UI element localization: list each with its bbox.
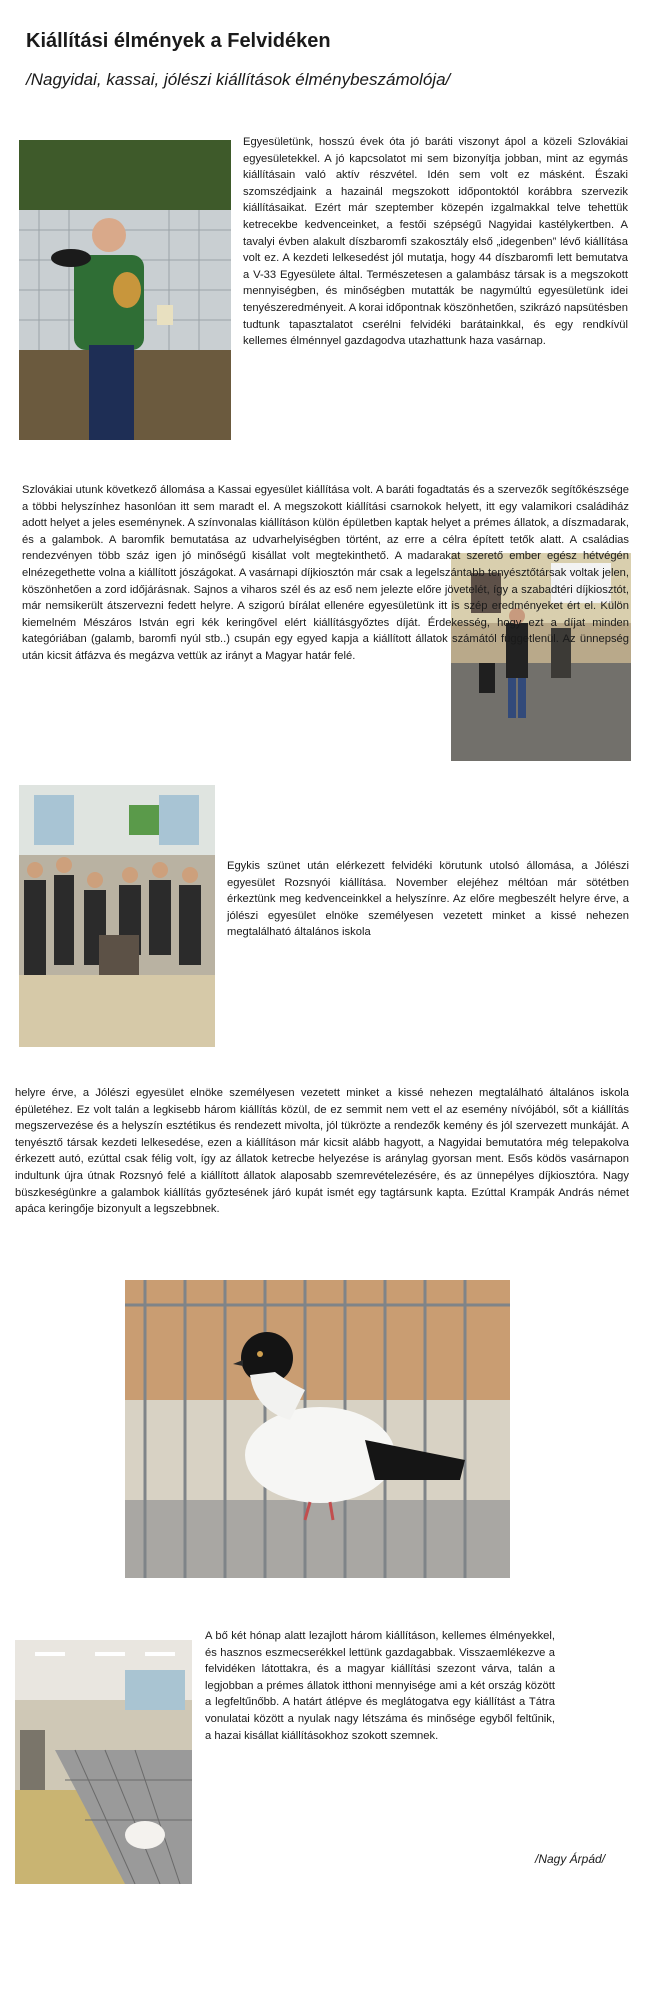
paragraph-kassa: Szlovákiai utunk következő állomása a Kassai egyesület kiállítása volt. A baráti fogadtatás és a szervezők segítőkészsége a többi helyszínhez hasonlóan itt sem maradt el. A megszokott kiállítási csarnokok helyett, itt egy valamikori családiház adott helyet a jeles eseménynek. A színvonalas kiállításon külön épületben kaptak helyet a prémes állatok, a díszmadarak, és a galambok. A baromfik bemutatása az udvarhelyiségben történt, az erre a célra épített tetők alatt. A családias rendezvényen több száz igen jó minőségű kisállat volt megtekinthető. A madarakat szerető ember egész hétvégén elnézegethette volna a kiállított jószágokat. A vasárnapi díjkiosztón már csak a legelszántabb tenyésztőtársak voltak jelen, köszönhetően a zord időjárásnak. Sajnos a viharos szél és az eső nem jelezte előre jövetelét, így a szabadtéri díjkiosztót, már nemsikerült átszervezni fedett helyre. A szigorú bírálat ellenére egyesületünk itt is szép eredményeket ért el. Külön kiemelném Mészáros István egri kék keringővel elért kiállításgyőztes díját. Érdekesség, hogy ezt a díjat minden kategóriában (galamb, baromfi nyúl stb..) csupán egy egyed kapja a kiállított állatok számától függetlenül. Az ünnepség után kicsit átfázva és megázva vettük az irányt a Magyar határ felé. — [22, 484, 629, 662]
photo-nun-pigeon — [125, 1280, 510, 1578]
article-subtitle: /Nagyidai, kassai, jólészi kiállítások élménybeszámolója/ — [26, 70, 451, 89]
photo-rabbit-show-hall — [15, 1640, 192, 1884]
paragraph-jolesz-intro: Egykis szünet után elérkezett felvidéki körutunk utolsó állomása, a Jólészi egyesület Rozsnyói kiállítása. November elejéhez méltóan már sötétben érkeztünk meg kedvenceinkkel a helyszínre. Az előre megbeszélt helyre érve, a jólészi egyesület elnöke személyesen vezetett minket a kissé nehezen megtalálható általános iskola — [227, 860, 629, 939]
paragraph-summary: A bő két hónap alatt lezajlott három kiállításon, kellemes élményekkel, és hasznos eszmecserékkel lettünk gazdagabbak. Visszaemlékezve a felvidéken látottakra, és a magyar kiállítási szezont várva, talán a legjobban a prémes állatok itthoni mennyisége ami a két ország között a legfeltűnőbb. A határt átlépve és meglátogatva egy kiállítást a Tátra vonulatai között a nyulak nagy létszáma és minősége egyből feltűnik, a hazai kisállat kiállításokhoz szokott szemnek. — [205, 1630, 555, 1742]
photo-breeder-with-pigeon — [19, 140, 231, 440]
paragraph-nagyida: Egyesületünk, hosszú évek óta jó baráti viszonyt ápol a közeli Szlovákiai egyesületekkel. A jó kapcsolatot mi sem bizonyítja jobban, mint az egymás kiállításain való aktív részvétel. Idén sem volt ez másként. Északi szomszédjaink a hazainál megszokott időpontoktól korábbra szervezik kiállításaikat. Ezért már szeptember közepén izgalmakkal telve tehettük ketrecekbe kedvenceinket, a festői szépségű Nagyidai kastélykertben. A tavalyi évben alakult díszbaromfi szakosztály első „idegenben” lévő kiállítása volt ez. A kezdeti lelkesedést jól mutatja, hogy 44 díszbaromfi lett bemutatva a V-33 Egyesülete által. Természetesen a galambász társak is a megszokott mennyiségben, és minőségben mutatták be nagymúltú egyesületünk idei tenyészeredményeit. A korai időpontnak köszönhetően, szikrázó napsütésben tudtunk tapasztalatot cserélni felvidéki barátainkkal, és egy rendkívül kellemes élménnyel gazdagodva utazhattunk haza vasárnap. — [243, 136, 628, 348]
photo-award-ceremony — [19, 785, 215, 1047]
article-title: Kiállítási élmények a Felvidéken — [26, 30, 331, 52]
author-signature: /Nagy Árpád/ — [535, 1852, 606, 1866]
paragraph-jolesz: helyre érve, a Jólészi egyesület elnöke személyesen vezetett minket a kissé nehezen megtalálható általános iskola épületéhez. Ez volt talán a legkisebb három kiállítás közül, de ez semmit nem vett el az esemény nívójából, sőt a kiállítás megszervezése és a helyszín esztétikus és rendezett mivolta, jól tükrözte a rendezők kemény és jól szervezett munkáját. A tenyésztő társak kezdeti lelkesedése, ezen a kiállításon már kicsit alább hagyott, a Nagyidai bemutatóra még telepakolva érkezett autó, ezúttal csak félig volt, így az állatok ketrecbe helyezése is aránylag gyorsan ment. Esős ködös vasárnapon indultunk újra útnak Rozsnyó felé a kiállított állatok alaposabb szemrevételezésére, és az ünnepélyes díjkiosztóra. Nagy büszkeségünkre a galambok kiállítás győztesének járó kupát ismét egy tagtársunk kapta. Ezúttal Krampák András német apáca keringője bizonyult a legszebbnek. — [15, 1087, 629, 1216]
